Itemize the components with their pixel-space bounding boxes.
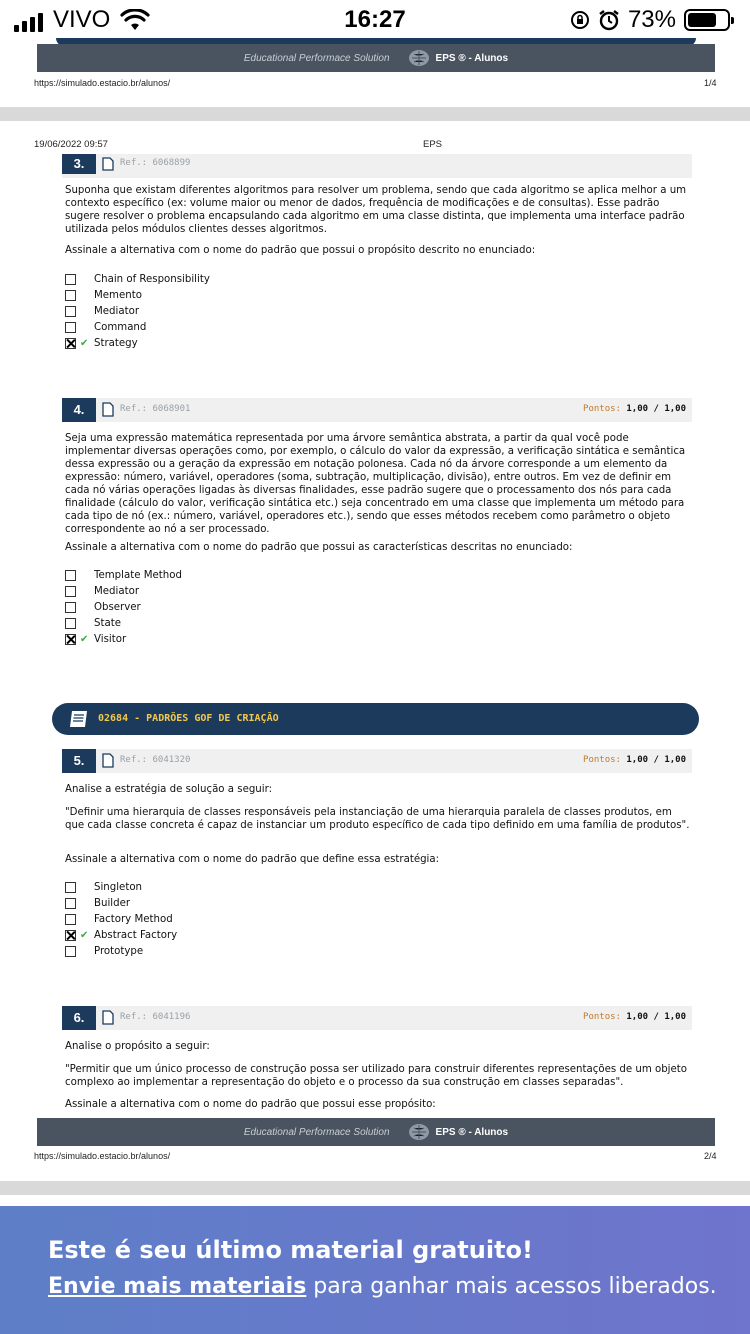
- option-item[interactable]: Template Method: [65, 567, 182, 583]
- option-item[interactable]: Chain of Responsibility: [65, 271, 210, 287]
- footer-url[interactable]: https://simulado.estacio.br/alunos/: [34, 1151, 171, 1161]
- correct-check-icon: ✔: [80, 338, 89, 350]
- checkbox[interactable]: [65, 306, 76, 317]
- question-points: Pontos: 1,00 / 1,00: [583, 1012, 686, 1022]
- document-icon: [102, 402, 114, 417]
- checkbox[interactable]: [65, 602, 76, 613]
- battery-percent: 73%: [627, 6, 676, 33]
- footer-url[interactable]: https://simulado.estacio.br/alunos/: [34, 78, 171, 88]
- question-ref: Ref.: 6068901: [120, 404, 191, 414]
- checkbox[interactable]: [65, 618, 76, 629]
- option-item[interactable]: Builder: [65, 895, 177, 911]
- checkbox[interactable]: [65, 274, 76, 285]
- question-number: 5.: [62, 749, 96, 773]
- option-item[interactable]: Prototype: [65, 944, 177, 960]
- eps-footer-page2: [37, 1118, 715, 1146]
- option-item[interactable]: Mediator: [65, 303, 210, 319]
- checkbox[interactable]: [65, 322, 76, 333]
- print-date: 19/06/2022 09:57: [34, 139, 108, 150]
- question-number: 3.: [62, 154, 96, 174]
- correct-check-icon: ✔: [80, 634, 89, 646]
- checkbox[interactable]: [65, 570, 76, 581]
- battery-icon: [684, 9, 730, 31]
- eps-logo: [408, 49, 509, 67]
- checkbox[interactable]: [65, 946, 76, 957]
- question-prompt: Assinale a alternativa com o nome do padrão que possui o propósito descrito no enunciado:: [65, 245, 536, 256]
- clock: 16:27: [344, 6, 406, 33]
- question-text: Analise a estratégia de solução a seguir:: [65, 784, 273, 795]
- question-header-6: [62, 1006, 692, 1030]
- question-quote: "Permitir que um único processo de construção possa ser utilizado para construir diferentes representações de um objeto complexo ao implementar a representação do objeto e o processo da sua construção em classes separadas".: [65, 1064, 688, 1088]
- banner-headline: Este é seu último material gratuito!: [48, 1236, 533, 1264]
- option-item-selected[interactable]: ✔ Strategy: [65, 336, 210, 352]
- question-ref: Ref.: 6068899: [120, 158, 191, 168]
- footer-page-number: 2/4: [704, 1151, 717, 1161]
- question-prompt: Assinale a alternativa com o nome do padrão que possui esse propósito:: [65, 1099, 436, 1110]
- question-header-3: [62, 154, 692, 178]
- banner-subline: Envie mais materiais para ganhar mais acessos liberados.: [48, 1274, 717, 1299]
- question-prompt: Assinale a alternativa com o nome do padrão que define essa estratégia:: [65, 854, 440, 865]
- alarm-icon: [598, 9, 620, 31]
- print-title: EPS: [423, 139, 443, 150]
- eps-logo: [408, 1123, 509, 1141]
- options-list: [65, 567, 182, 648]
- option-item[interactable]: Mediator: [65, 583, 182, 599]
- question-text: Analise o propósito a seguir:: [65, 1041, 210, 1052]
- eps-footer-page1: [37, 44, 715, 72]
- question-ref: Ref.: 6041320: [120, 755, 191, 765]
- footer-brand: EPS ® - Alunos: [435, 1126, 509, 1138]
- question-header-4: [62, 398, 692, 422]
- footer-tagline: Educational Performace Solution: [243, 1126, 390, 1138]
- book-icon: [68, 709, 90, 729]
- question-ref: Ref.: 6041196: [120, 1012, 191, 1022]
- checkbox-checked[interactable]: [65, 634, 76, 645]
- question-number: 6.: [62, 1006, 96, 1030]
- option-item[interactable]: State: [65, 616, 182, 632]
- checkbox-checked[interactable]: [65, 930, 76, 941]
- send-materials-link[interactable]: Envie mais materiais: [48, 1274, 307, 1299]
- carrier-label: VIVO: [53, 6, 111, 33]
- page-separator: [0, 1181, 750, 1195]
- option-item[interactable]: Singleton: [65, 879, 177, 895]
- checkbox[interactable]: [65, 914, 76, 925]
- option-item-selected[interactable]: ✔ Visitor: [65, 632, 182, 648]
- option-item[interactable]: Factory Method: [65, 911, 177, 927]
- brain-icon: [408, 49, 430, 67]
- option-item-selected[interactable]: ✔ Abstract Factory: [65, 928, 177, 944]
- question-text: Suponha que existam diferentes algoritmos para resolver um problema, sendo que cada algoritmo se aplica melhor a um contexto específico (ex: volume maior ou menor de dados, frequência de modificações e de consultas). Esse padrão sugere resolver o problema encapsulando cada algoritmo em uma classe distinta, que implementa uma interface padrão utilizada pelos módulos clientes desses algoritmos.: [65, 185, 687, 235]
- document-icon: [102, 157, 114, 171]
- options-list: [65, 271, 210, 352]
- option-item[interactable]: Observer: [65, 599, 182, 615]
- document-icon: [102, 1010, 114, 1025]
- checkbox-checked[interactable]: [65, 338, 76, 349]
- question-text: Seja uma expressão matemática representada por uma árvore semântica abstrata, a partir da qual você pode implementar diversas operações como, por exemplo, o cálculo do valor da expressão, a verificação sintática e semântica dessa expressão ou a geração da expressão em notação polonesa. Cada nó da árvore corresponde a um elemento da expressão: número, variável, operadores (soma, subtração, multiplicação, divisão), entre outros. Em vez de definir em cada nó várias operações ligadas às diversas finalidades, esse padrão sugere que o processamento dos nós para cada finalidade (cálculo do valor, verificação sintática etc.) seja concentrado em uma classe que implementa um método para cada tipo de nó (ex.: número, variável, operadores etc.), sendo que esses métodos recebem como parâmetro o objeto correspondente ao nó a ser processado.: [65, 433, 686, 535]
- options-list: [65, 879, 177, 960]
- footer-tagline: Educational Performace Solution: [243, 52, 390, 64]
- question-points: Pontos: 1,00 / 1,00: [583, 755, 686, 765]
- checkbox[interactable]: [65, 290, 76, 301]
- checkbox[interactable]: [65, 586, 76, 597]
- checkbox[interactable]: [65, 882, 76, 893]
- option-item[interactable]: Command: [65, 320, 210, 336]
- question-header-5: [62, 749, 692, 773]
- footer-brand: EPS ® - Alunos: [435, 52, 509, 64]
- question-points: Pontos: 1,00 / 1,00: [583, 404, 686, 414]
- section-title: 02684 - PADRÕES GOF DE CRIAÇÃO: [98, 713, 279, 724]
- option-item[interactable]: Memento: [65, 287, 210, 303]
- section-header: [52, 703, 699, 735]
- question-quote: "Definir uma hierarquia de classes responsáveis pela instanciação de uma hierarquia paralela de classes produtos, em que cada classe concreta é capaz de instanciar um produto específico de cada tipo definido em uma família de produtos".: [65, 807, 690, 831]
- question-prompt: Assinale a alternativa com o nome do padrão que possui as características descritas no enunciado:: [65, 542, 573, 553]
- brain-icon: [408, 1123, 430, 1141]
- correct-check-icon: ✔: [80, 930, 89, 942]
- page-separator: [0, 107, 750, 121]
- footer-page-number: 1/4: [704, 78, 717, 88]
- promo-banner: [0, 1206, 750, 1334]
- question-number: 4.: [62, 398, 96, 422]
- document-icon: [102, 753, 114, 768]
- rotation-lock-icon: [570, 10, 590, 30]
- status-bar: [0, 0, 750, 40]
- checkbox[interactable]: [65, 898, 76, 909]
